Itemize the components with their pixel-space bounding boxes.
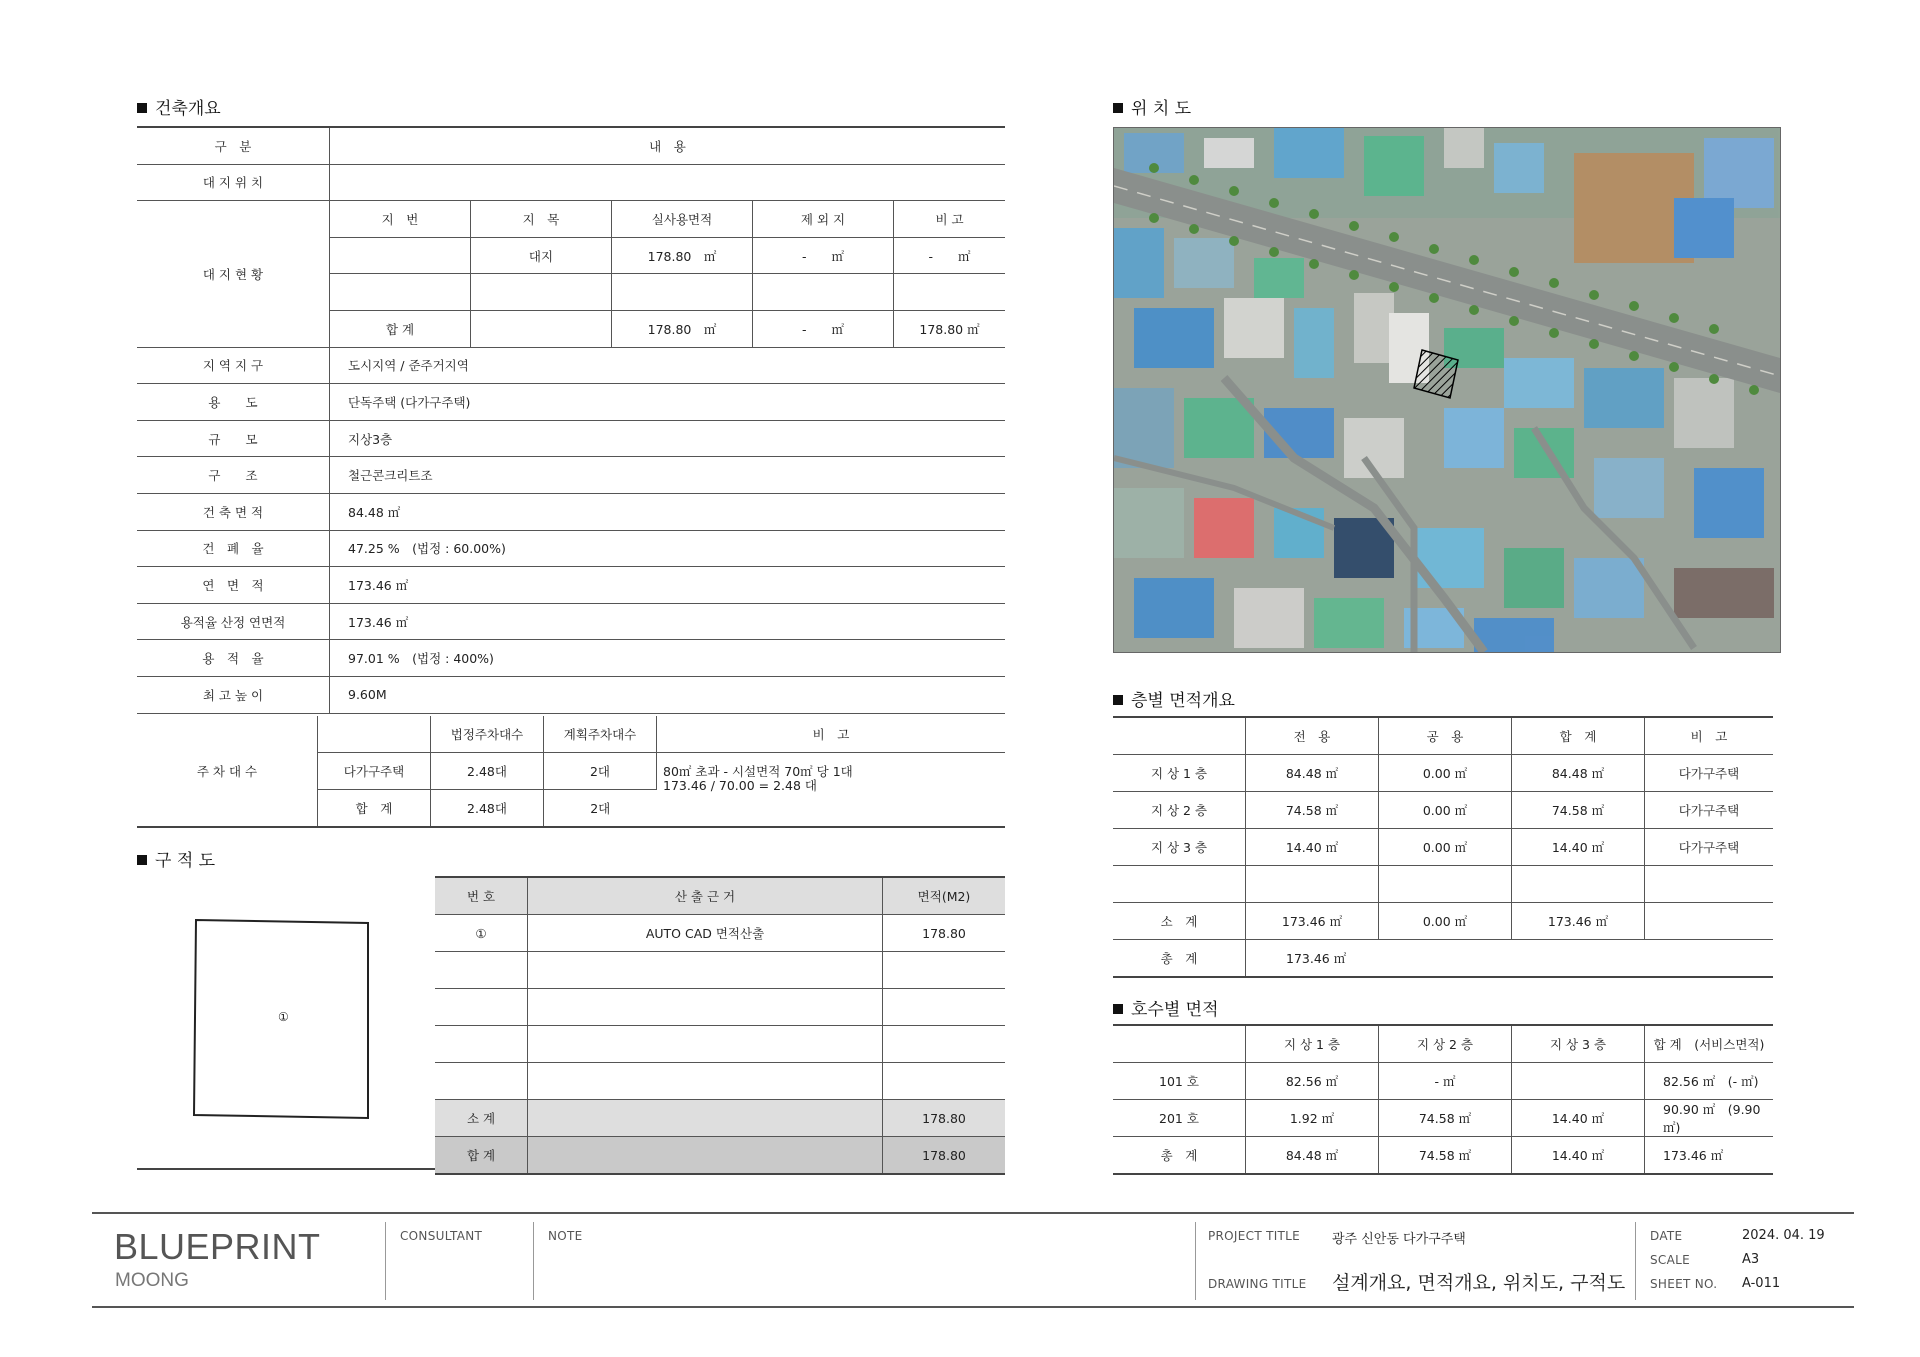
site-cell: 대지 (471, 237, 612, 274)
fa-cell: 74.58 ㎡ (1246, 792, 1379, 829)
parking-note (657, 753, 1006, 828)
site-cell: - ㎡ (753, 237, 894, 274)
floor-area-label: 연 면 적 (137, 567, 330, 604)
far-label: 용 적 율 (137, 640, 330, 677)
fa-cell: 84.48 ㎡ (1512, 755, 1645, 792)
sp-cell: ① (435, 915, 528, 952)
date-value: 2024. 04. 19 (1742, 1228, 1825, 1243)
coverage-label: 건 폐 율 (137, 530, 330, 567)
floor-area-value: 173.46 ㎡ (330, 567, 1006, 604)
sp-cell (528, 1026, 883, 1063)
scale-label: 규 모 (137, 420, 330, 457)
note-label: NOTE (548, 1229, 583, 1243)
parking-total-label: 합 계 (318, 790, 431, 828)
ua-col-f1: 지 상 1 층 (1246, 1025, 1379, 1063)
ua-cell: - ㎡ (1379, 1063, 1512, 1100)
fa-cell: 14.40 ㎡ (1512, 829, 1645, 866)
sp-cell (883, 1063, 1006, 1100)
ua-col-f3: 지 상 3 층 (1512, 1025, 1645, 1063)
parking-col-remark: 비 고 (657, 716, 1006, 753)
date-label: DATE (1650, 1229, 1683, 1243)
site-total-label: 합 계 (330, 310, 471, 347)
fa-cell (1246, 866, 1379, 903)
parking-label: 주 차 대 수 (137, 716, 318, 827)
fa-cell: 14.40 ㎡ (1246, 829, 1379, 866)
fa-cell: 0.00 ㎡ (1379, 792, 1512, 829)
col-actual-area: 실사용면적 (612, 201, 753, 238)
col-land-use: 지 목 (471, 201, 612, 238)
fa-total-value: 173.46 ㎡ (1246, 940, 1774, 978)
titleblock-bottom-line (92, 1306, 1854, 1308)
ua-cell: 90.90 ㎡ (9.90 ㎡) (1645, 1100, 1774, 1137)
parking-note-line1: 80㎡ 초과 - 시설면적 70㎡ 당 1대 (663, 764, 853, 779)
far-floor-area-label: 용적율 산정 연면적 (137, 603, 330, 640)
fa-cell: 173.46 ㎡ (1512, 903, 1645, 940)
ua-total-label: 총 계 (1113, 1137, 1246, 1175)
divider (1195, 1222, 1196, 1300)
parking-table (137, 716, 1005, 828)
ua-cell: 82.56 ㎡ (1246, 1063, 1379, 1100)
fa-cell: 다가구주택 (1645, 755, 1774, 792)
col-remark: 비 고 (894, 201, 1006, 238)
aerial-map-image (1114, 128, 1780, 652)
fa-cell (1645, 903, 1774, 940)
structure-value: 철근콘크리트조 (330, 457, 1006, 494)
sp-col-area: 면적(M2) (883, 877, 1006, 915)
sp-cell (883, 1026, 1006, 1063)
fa-cell: 173.46 ㎡ (1246, 903, 1379, 940)
sp-cell (528, 1063, 883, 1100)
divider (533, 1222, 534, 1300)
site-location-value (330, 164, 1006, 201)
floor-area-title: 층별 면적개요 (1113, 686, 1235, 711)
site-plan-baseline (137, 1168, 435, 1170)
sp-col-no: 번 호 (435, 877, 528, 915)
sp-cell (528, 989, 883, 1026)
site-cell (471, 274, 612, 311)
sp-subtotal-area: 178.80 (883, 1100, 1006, 1137)
fa-cell: 0.00 ㎡ (1379, 755, 1512, 792)
sp-cell (528, 952, 883, 989)
divider (385, 1222, 386, 1300)
overview-title: 건축개요 (137, 94, 221, 119)
unit-area-title: 호수별 면적 (1113, 995, 1219, 1020)
fa-floor: 지 상 1 층 (1113, 755, 1246, 792)
site-total-cell: 178.80 ㎡ (612, 310, 753, 347)
sp-total-basis (528, 1137, 883, 1175)
drawing-title: 설계개요, 면적개요, 위치도, 구적도 (1332, 1272, 1626, 1294)
scale-value: A3 (1742, 1252, 1760, 1267)
sp-cell (435, 989, 528, 1026)
floor-area-table (1113, 716, 1773, 978)
location-map-title: 위 치 도 (1113, 94, 1191, 119)
site-marker: ① (278, 1010, 289, 1024)
fa-cell (1512, 866, 1645, 903)
ua-cell (1512, 1063, 1645, 1100)
site-plan-title: 구 적 도 (137, 846, 215, 871)
fa-col-remark: 비 고 (1645, 717, 1774, 755)
parking-col-legal: 법정주차대수 (431, 716, 544, 753)
project-title-label: PROJECT TITLE (1208, 1229, 1301, 1243)
scale-label: SCALE (1650, 1253, 1690, 1267)
zone-value: 도시지역 / 준주거지역 (330, 347, 1006, 384)
ua-unit: 101 호 (1113, 1063, 1246, 1100)
ua-col-unit (1113, 1025, 1246, 1063)
fa-cell: 74.58 ㎡ (1512, 792, 1645, 829)
col-excluded: 제 외 지 (753, 201, 894, 238)
fa-cell: 다가구주택 (1645, 829, 1774, 866)
fa-col-common: 공 용 (1379, 717, 1512, 755)
fa-col-total: 합 계 (1512, 717, 1645, 755)
ua-cell: 74.58 ㎡ (1379, 1100, 1512, 1137)
sp-total-label: 합 계 (435, 1137, 528, 1175)
sp-cell (883, 989, 1006, 1026)
ua-cell: 14.40 ㎡ (1512, 1100, 1645, 1137)
aerial-map (1113, 127, 1781, 653)
site-total-cell (471, 310, 612, 347)
fa-col-private: 전 용 (1246, 717, 1379, 755)
ua-cell: 173.46 ㎡ (1645, 1137, 1774, 1175)
ua-cell: 82.56 ㎡ (- ㎡) (1645, 1063, 1774, 1100)
site-location-label: 대 지 위 치 (137, 164, 330, 201)
building-area-value: 84.48 ㎡ (330, 493, 1006, 530)
site-plan-drawing (190, 918, 380, 1123)
parking-col-planned: 계획주차대수 (544, 716, 657, 753)
brand-logo: BLUEPRINT (114, 1226, 321, 1267)
sp-cell: 178.80 (883, 915, 1006, 952)
col-lot: 지 번 (330, 201, 471, 238)
sp-cell (435, 1026, 528, 1063)
parking-row-label: 다가구주택 (318, 753, 431, 790)
site-status-label: 대 지 현 황 (137, 201, 330, 347)
structure-label: 구 조 (137, 457, 330, 494)
far-value: 97.01 % (법정 : 400%) (330, 640, 1006, 677)
site-total-cell: 178.80 ㎡ (894, 310, 1006, 347)
header-content: 내 용 (330, 127, 1006, 164)
fa-cell: 84.48 ㎡ (1246, 755, 1379, 792)
ua-col-total: 합 계 (서비스면적) (1645, 1025, 1774, 1063)
ua-unit: 201 호 (1113, 1100, 1246, 1137)
parking-col-empty (318, 716, 431, 753)
sp-subtotal-label: 소 계 (435, 1100, 528, 1137)
ua-cell: 74.58 ㎡ (1379, 1137, 1512, 1175)
fa-subtotal-label: 소 계 (1113, 903, 1246, 940)
parking-total-planned: 2대 (544, 790, 657, 828)
fa-floor (1113, 866, 1246, 903)
fa-floor: 지 상 3 층 (1113, 829, 1246, 866)
fa-cell: 0.00 ㎡ (1379, 903, 1512, 940)
site-cell (612, 274, 753, 311)
sheet-value: A-011 (1742, 1276, 1781, 1291)
drawing-title-label: DRAWING TITLE (1208, 1277, 1307, 1291)
sp-col-basis: 산 출 근 거 (528, 877, 883, 915)
sp-cell (883, 952, 1006, 989)
fa-cell (1379, 866, 1512, 903)
site-cell: 178.80 ㎡ (612, 237, 753, 274)
consultant-label: CONSULTANT (400, 1229, 483, 1243)
ua-cell: 1.92 ㎡ (1246, 1100, 1379, 1137)
scale-value: 지상3층 (330, 420, 1006, 457)
sp-subtotal-basis (528, 1100, 883, 1137)
ua-col-f2: 지 상 2 층 (1379, 1025, 1512, 1063)
sp-cell: AUTO CAD 면적산출 (528, 915, 883, 952)
brand-sub: MOONG (115, 1270, 189, 1291)
parking-row-legal: 2.48대 (431, 753, 544, 790)
site-total-cell: - ㎡ (753, 310, 894, 347)
site-plan-table (435, 876, 1005, 1175)
divider (1635, 1222, 1636, 1300)
sp-total-area: 178.80 (883, 1137, 1006, 1175)
titleblock-top-line (92, 1212, 1854, 1214)
parking-row-planned: 2대 (544, 753, 657, 790)
site-cell (894, 274, 1006, 311)
use-value: 단독주택 (다가구주택) (330, 384, 1006, 421)
parking-total-legal: 2.48대 (431, 790, 544, 828)
ua-cell: 14.40 ㎡ (1512, 1137, 1645, 1175)
fa-cell (1645, 866, 1774, 903)
max-height-label: 최 고 높 이 (137, 676, 330, 713)
fa-col-floor (1113, 717, 1246, 755)
far-floor-area-value: 173.46 ㎡ (330, 603, 1006, 640)
site-cell (753, 274, 894, 311)
site-cell (330, 274, 471, 311)
fa-floor: 지 상 2 층 (1113, 792, 1246, 829)
building-area-label: 건 축 면 적 (137, 493, 330, 530)
site-cell: - ㎡ (894, 237, 1006, 274)
fa-cell: 0.00 ㎡ (1379, 829, 1512, 866)
unit-area-table (1113, 1024, 1773, 1175)
fa-cell: 다가구주택 (1645, 792, 1774, 829)
parking-note-line2: 173.46 / 70.00 = 2.48 대 (663, 778, 817, 793)
ua-cell: 84.48 ㎡ (1246, 1137, 1379, 1175)
sp-cell (435, 1063, 528, 1100)
fa-total-label: 총 계 (1113, 940, 1246, 978)
header-label: 구 분 (137, 127, 330, 164)
sheet-label: SHEET NO. (1650, 1277, 1718, 1291)
zone-label: 지 역 지 구 (137, 347, 330, 384)
use-label: 용 도 (137, 384, 330, 421)
sp-cell (435, 952, 528, 989)
overview-table (137, 126, 1005, 714)
max-height-value: 9.60M (330, 676, 1006, 713)
project-title: 광주 신안동 다가구주택 (1332, 1232, 1466, 1247)
coverage-value: 47.25 % (법정 : 60.00%) (330, 530, 1006, 567)
site-cell (330, 237, 471, 274)
